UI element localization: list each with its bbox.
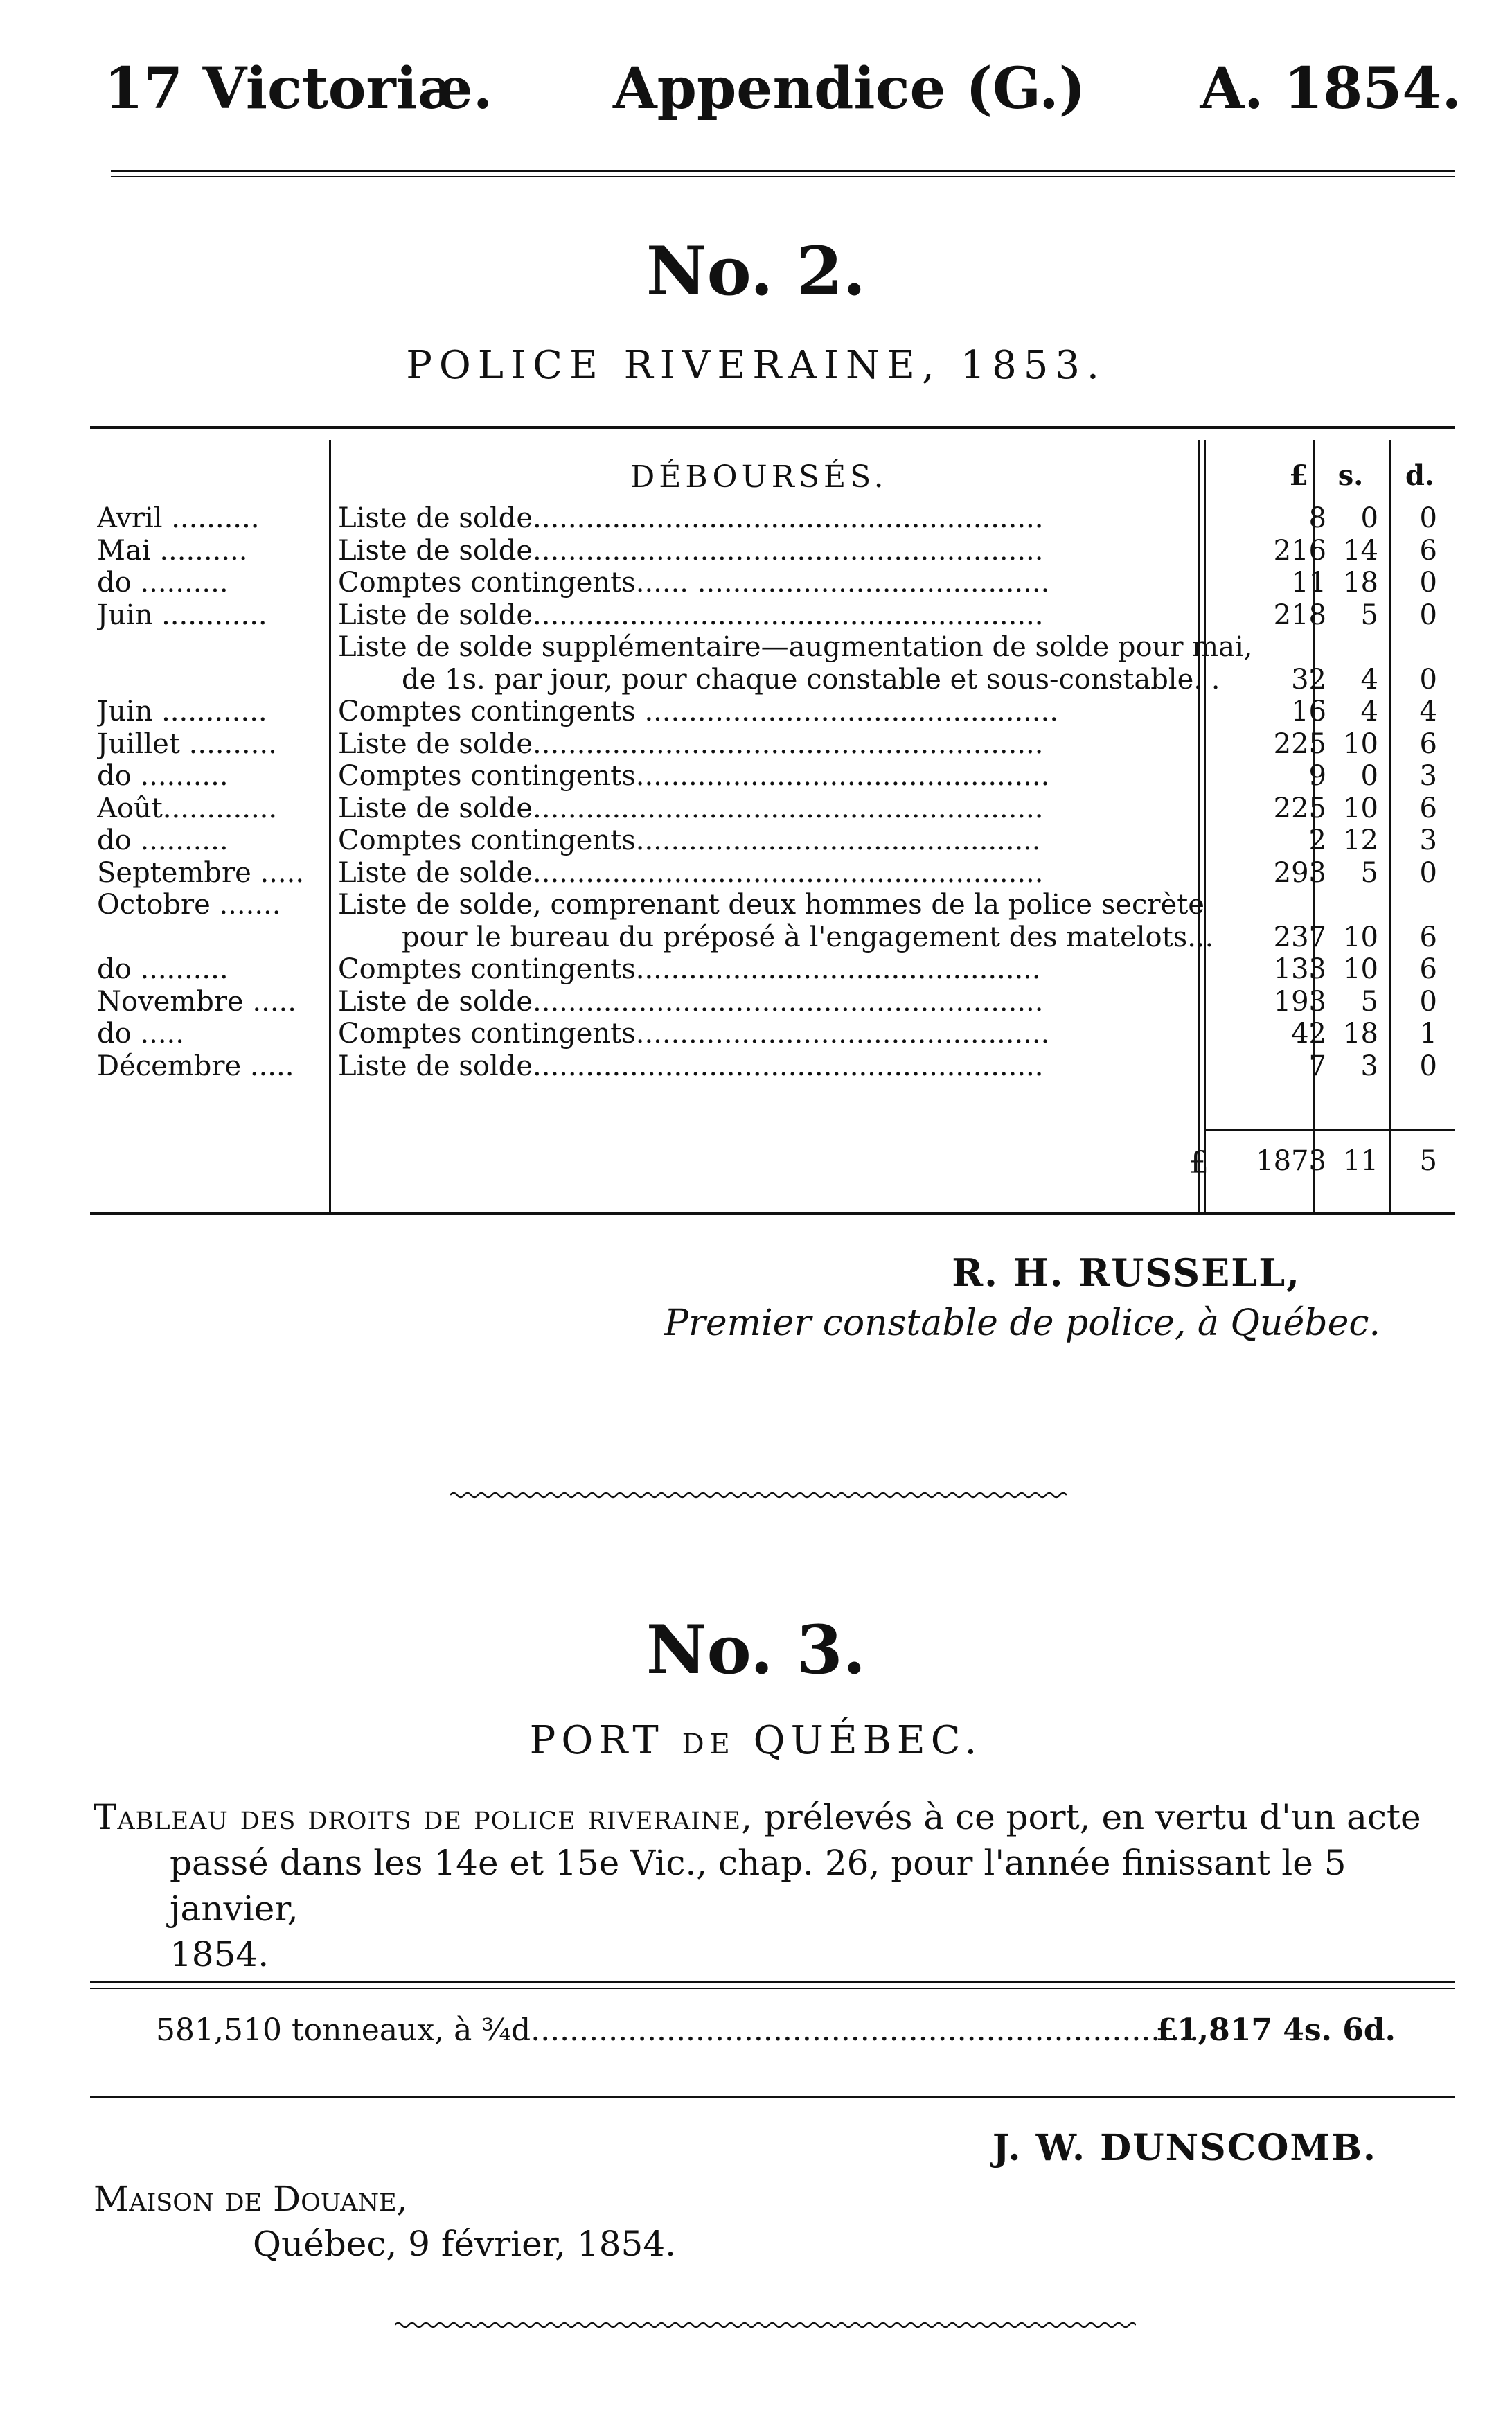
row-month: do ..... (97, 1018, 184, 1050)
section3-paragraph (94, 1794, 1451, 1977)
row-description: Comptes contingents............................................... (338, 1018, 1050, 1050)
row-month: do .......... (97, 824, 229, 856)
dues-top-rule (90, 1981, 1455, 1989)
table-row (90, 857, 1455, 889)
row-pounds: 293 (1273, 856, 1326, 889)
row-pence: 3 (1419, 760, 1437, 792)
row-pounds: 8 (1308, 502, 1326, 534)
table-row (90, 1050, 1455, 1082)
row-month: do .......... (97, 567, 229, 599)
total-rule (1205, 1129, 1455, 1131)
row-pence: 6 (1419, 727, 1437, 760)
col-header-description: DÉBOURSÉS. (630, 459, 888, 495)
row-pounds: 11 (1291, 567, 1326, 599)
table-row (90, 986, 1455, 1018)
table-row (90, 921, 1455, 953)
row-shillings: 10 (1343, 953, 1378, 985)
header-year: A. 1854. (1200, 55, 1461, 122)
table-row (90, 664, 1455, 696)
section2-title: POLICE RIVERAINE, 1853. (406, 343, 1106, 388)
header-rule (111, 170, 1455, 177)
row-description: Liste de solde.......................................................... (338, 502, 1044, 534)
row-pence: 0 (1419, 663, 1437, 696)
row-pence: 0 (1419, 856, 1437, 889)
row-pounds: 42 (1291, 1018, 1326, 1050)
table-row (90, 502, 1455, 534)
row-description: de 1s. par jour, pour chaque constable et sous-constable. . (402, 663, 1220, 696)
row-description: Comptes contingents.............................................. (338, 953, 1041, 985)
row-pence: 4 (1419, 696, 1437, 727)
table-row (90, 567, 1455, 599)
row-description: Comptes contingents...... ........................................ (338, 567, 1050, 599)
section3-title-de: DE (682, 1729, 736, 1760)
table-top-rule (90, 426, 1455, 429)
place-line1: Maison de Douane, (94, 2179, 408, 2219)
signature-russell-title: Premier constable de police, à Québec. (664, 1302, 1380, 1344)
row-pounds: 2 (1308, 824, 1326, 856)
row-pounds: 216 (1273, 534, 1326, 567)
row-shillings: 3 (1360, 1050, 1378, 1082)
table-row (90, 728, 1455, 760)
row-month: Mai .......... (97, 534, 248, 567)
table-row (90, 535, 1455, 567)
row-shillings: 0 (1360, 502, 1378, 534)
row-pence: 0 (1419, 1050, 1437, 1082)
row-description: Liste de solde, comprenant deux hommes de la police secrète (338, 889, 1204, 921)
signature-russell: R. H. RUSSELL, (952, 1250, 1301, 1295)
row-month: Septembre ..... (97, 856, 305, 889)
row-shillings: 4 (1360, 696, 1378, 727)
row-shillings: 5 (1360, 599, 1378, 631)
row-shillings: 5 (1360, 985, 1378, 1018)
total-pence: 5 (1419, 1145, 1437, 1177)
row-shillings: 0 (1360, 760, 1378, 792)
row-shillings: 18 (1343, 1018, 1378, 1050)
section2-number: No. 2. (646, 232, 866, 310)
row-description: Liste de solde.......................................................... (338, 985, 1044, 1018)
page-header (104, 55, 1461, 139)
row-pence: 0 (1419, 599, 1437, 631)
disbursements-table (90, 426, 1455, 1216)
total-shillings: 11 (1343, 1145, 1378, 1177)
row-pence: 1 (1419, 1018, 1437, 1050)
table-row (90, 696, 1455, 727)
paragraph-caps: Tableau des droits de police riveraine, (94, 1797, 753, 1837)
row-pence: 6 (1419, 921, 1437, 953)
row-shillings: 14 (1343, 534, 1378, 567)
row-shillings: 18 (1343, 567, 1378, 599)
total-row (90, 1145, 1455, 1181)
row-shillings: 5 (1360, 856, 1378, 889)
row-description: Liste de solde.......................................................... (338, 727, 1044, 760)
row-description: Comptes contingents ............................................... (338, 696, 1059, 727)
row-month: Juin ............ (97, 599, 267, 631)
row-pounds: 16 (1291, 696, 1326, 727)
table-row (90, 793, 1455, 824)
row-description: Liste de solde.......................................................... (338, 599, 1044, 631)
row-pounds: 218 (1273, 599, 1326, 631)
table-row (90, 953, 1455, 985)
row-shillings: 4 (1360, 663, 1378, 696)
row-month: Novembre ..... (97, 985, 296, 1018)
row-description: Comptes contingents............................................... (338, 760, 1050, 792)
table-row (90, 1018, 1455, 1050)
header-appendix: Appendice (G.) (613, 55, 1086, 122)
wavy-divider (450, 1489, 1067, 1501)
row-pounds: 133 (1273, 953, 1326, 985)
section3-number: No. 3. (646, 1611, 866, 1689)
section3-title-port: PORT (529, 1718, 664, 1763)
row-description: pour le bureau du préposé à l'engagement des matelots... (402, 921, 1214, 953)
dues-amount: £1,817 4s. 6d. (1155, 2013, 1396, 2048)
row-pence: 6 (1419, 953, 1437, 985)
wavy-divider-bottom (395, 2319, 1136, 2331)
paragraph-rest: prélevés à ce port, en vertu d'un acte (753, 1797, 1421, 1837)
row-pounds: 7 (1308, 1050, 1326, 1082)
row-month: do .......... (97, 953, 229, 985)
total-pounds: 1873 (1256, 1145, 1326, 1177)
row-description: Liste de solde.......................................................... (338, 792, 1044, 824)
row-pence: 0 (1419, 985, 1437, 1018)
row-description: Liste de solde.......................................................... (338, 856, 1044, 889)
row-month: Octobre ....... (97, 889, 281, 921)
row-month: do .......... (97, 760, 229, 792)
row-shillings: 10 (1343, 792, 1378, 824)
row-pence: 6 (1419, 792, 1437, 824)
row-pounds: 237 (1273, 921, 1326, 953)
row-shillings: 10 (1343, 727, 1378, 760)
paragraph-line2: passé dans les 14e et 15e Vic., chap. 26, pour l'année finissant le 5 janvier, (170, 1843, 1346, 1929)
col-header-shillings: s. (1337, 459, 1364, 492)
row-pence: 0 (1419, 502, 1437, 534)
row-month: Juin ............ (97, 696, 267, 727)
table-row (90, 599, 1455, 631)
row-pounds: 225 (1273, 792, 1326, 824)
signature-dunscomb: J. W. DUNSCOMB. (992, 2127, 1377, 2169)
dues-description: 581,510 tonneaux, à ¾d..................................................................... (156, 2013, 1200, 2048)
row-description: Liste de solde.......................................................... (338, 534, 1044, 567)
table-row (90, 824, 1455, 856)
table-bottom-rule (90, 1212, 1455, 1215)
row-description: Comptes contingents.............................................. (338, 824, 1041, 856)
row-month: Juillet .......... (97, 727, 277, 760)
dues-bottom-rule (90, 2096, 1455, 2098)
row-shillings: 12 (1343, 824, 1378, 856)
row-pounds: 225 (1273, 727, 1326, 760)
col-header-pounds: £ (1289, 459, 1308, 492)
section3-title (0, 1718, 1512, 1763)
row-month: Décembre ..... (97, 1050, 294, 1082)
place-line2: Québec, 9 février, 1854. (253, 2224, 677, 2264)
row-description: Liste de solde.......................................................... (338, 1050, 1044, 1082)
paragraph-line3: 1854. (170, 1934, 269, 1974)
row-pounds: 32 (1291, 663, 1326, 696)
col-header-pence: d. (1405, 459, 1434, 492)
row-pence: 3 (1419, 824, 1437, 856)
row-description: Liste de solde supplémentaire—augmentation de solde pour mai, (338, 631, 1253, 663)
section3-title-quebec: QUÉBEC. (753, 1718, 983, 1763)
row-month: Avril .......... (97, 502, 260, 534)
table-row (90, 631, 1455, 663)
row-pence: 6 (1419, 534, 1437, 567)
table-row (90, 760, 1455, 792)
total-symbol: £ (1189, 1145, 1209, 1181)
header-session: 17 Victoriæ. (104, 55, 493, 122)
row-shillings: 10 (1343, 921, 1378, 953)
table-row (90, 889, 1455, 921)
row-pounds: 193 (1273, 985, 1326, 1018)
row-month: Août............. (97, 792, 278, 824)
row-pence: 0 (1419, 567, 1437, 599)
row-pounds: 9 (1308, 760, 1326, 792)
